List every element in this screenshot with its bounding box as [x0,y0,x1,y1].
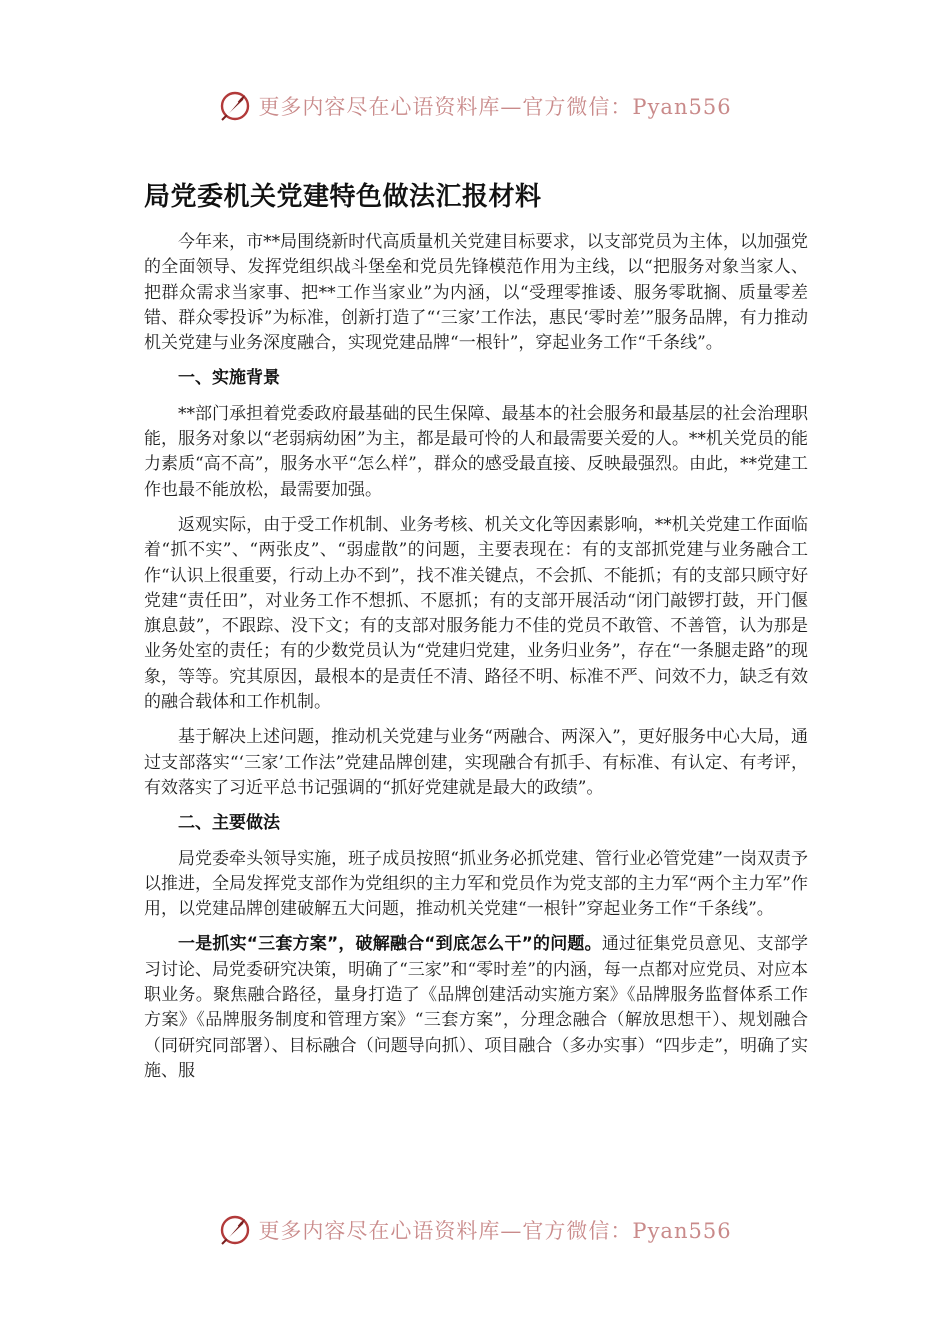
background-paragraph-2: 返观实际，由于受工作机制、业务考核、机关文化等因素影响，**机关党建工作面临着“抓不实”、“两张皮”、“弱虚散”的问题，主要表现在：有的支部抓党建与业务融合工作“认识上很重要，行动上办不到”，找不准关键点，不会抓、不能抓；有的支部只顾守好党建“责任田”，对业务工作不想抓、不愿抓；有的支部开展活动“闭门敲锣打鼓，开门偃旗息鼓”，不跟踪、没下文；有的支部对服务能力不佳的党员不敢管、不善管，认为那是业务处室的责任；有的少数党员认为“党建归党建，业务归业务”，存在“一条腿走路”的现象，等等。究其原因，最根本的是责任不清、路径不明、标准不严、问效不力，缺乏有效的融合载体和工作机制。 [144,514,808,713]
section-heading-main-practices: 二、主要做法 [178,813,280,834]
background-paragraph-1: **部门承担着党委政府最基础的民生保障、最基本的社会服务和最基层的社会治理职能，服务对象以“老弱病幼困”为主，都是最可怜的人和最需要关爱的人。**机关党员的能力素质“高不高”，服务水平“怎么样”，群众的感受最直接、反映最强烈。由此，**党建工作也最不能放松，最需要加强。 [144,403,808,500]
quill-pen-logo-icon [218,89,252,123]
footer-watermark-banner [0,1208,950,1252]
header-watermark-banner [0,84,950,128]
intro-paragraph: 今年来，市**局围绕新时代高质量机关党建目标要求，以支部党员为主体，以加强党的全面领导、发挥党组织战斗堡垒和党员先锋模范作用为主线，以“把服务对象当家人、把群众需求当家事、把**工作当家业”为内涵，以“受理零推诿、服务零耽搁、质量零差错、群众零投诉”为标准，创新打造了“‘三家’工作法，惠民‘零时差’”服务品牌，有力推动机关党建与业务深度融合，实现党建品牌“一根针”，穿起业务工作“千条线”。 [144,232,808,354]
document-title: 局党委机关党建特色做法汇报材料 [144,182,542,212]
practice-lead-sentence: 一是抓实“三套方案”，破解融合“到底怎么干”的问题。 [178,934,602,955]
document-body [144,230,808,1084]
background-paragraph-3: 基于解决上述问题，推动机关党建与业务“两融合、两深入”，更好服务中心大局，通过支部落实“‘三家’工作法”党建品牌创建，实现融合有抓手、有标准、有认定、有考评，有效落实了习近平总书记强调的“抓好党建就是最大的政绩”。 [144,727,808,798]
watermark-text: 更多内容尽在心语资料库—官方微信：Pyan556 [258,1219,732,1243]
practice-detail-text: 通过征集党员意见、支部学习讨论、局党委研究决策，明确了“三家”和“零时差”的内涵，每一点都对应党员、对应本职业务。聚焦融合路径，量身打造了《品牌创建活动实施方案》《品牌服务监督体系工作方案》《品牌服务制度和管理方案》“三套方案”，分理念融合（解放思想干）、规划融合（同研究同部署）、目标融合（问题导向抓）、项目融合（多办实事）“四步走”，明确了实施、服 [144,934,808,1081]
practices-paragraph-2 [144,932,808,1084]
watermark-text: 更多内容尽在心语资料库—官方微信：Pyan556 [258,95,732,119]
quill-pen-logo-icon [218,1213,252,1247]
practices-paragraph-1: 局党委牵头领导实施，班子成员按照“抓业务必抓党建、管行业必管党建”一岗双责予以推进，全局发挥党支部作为党组织的主力军和党员作为党支部的主力军“两个主力军”作用，以党建品牌创建破解五大问题，推动机关党建“一根针”穿起业务工作“千条线”。 [144,848,808,920]
section-heading-background: 一、实施背景 [178,368,280,389]
